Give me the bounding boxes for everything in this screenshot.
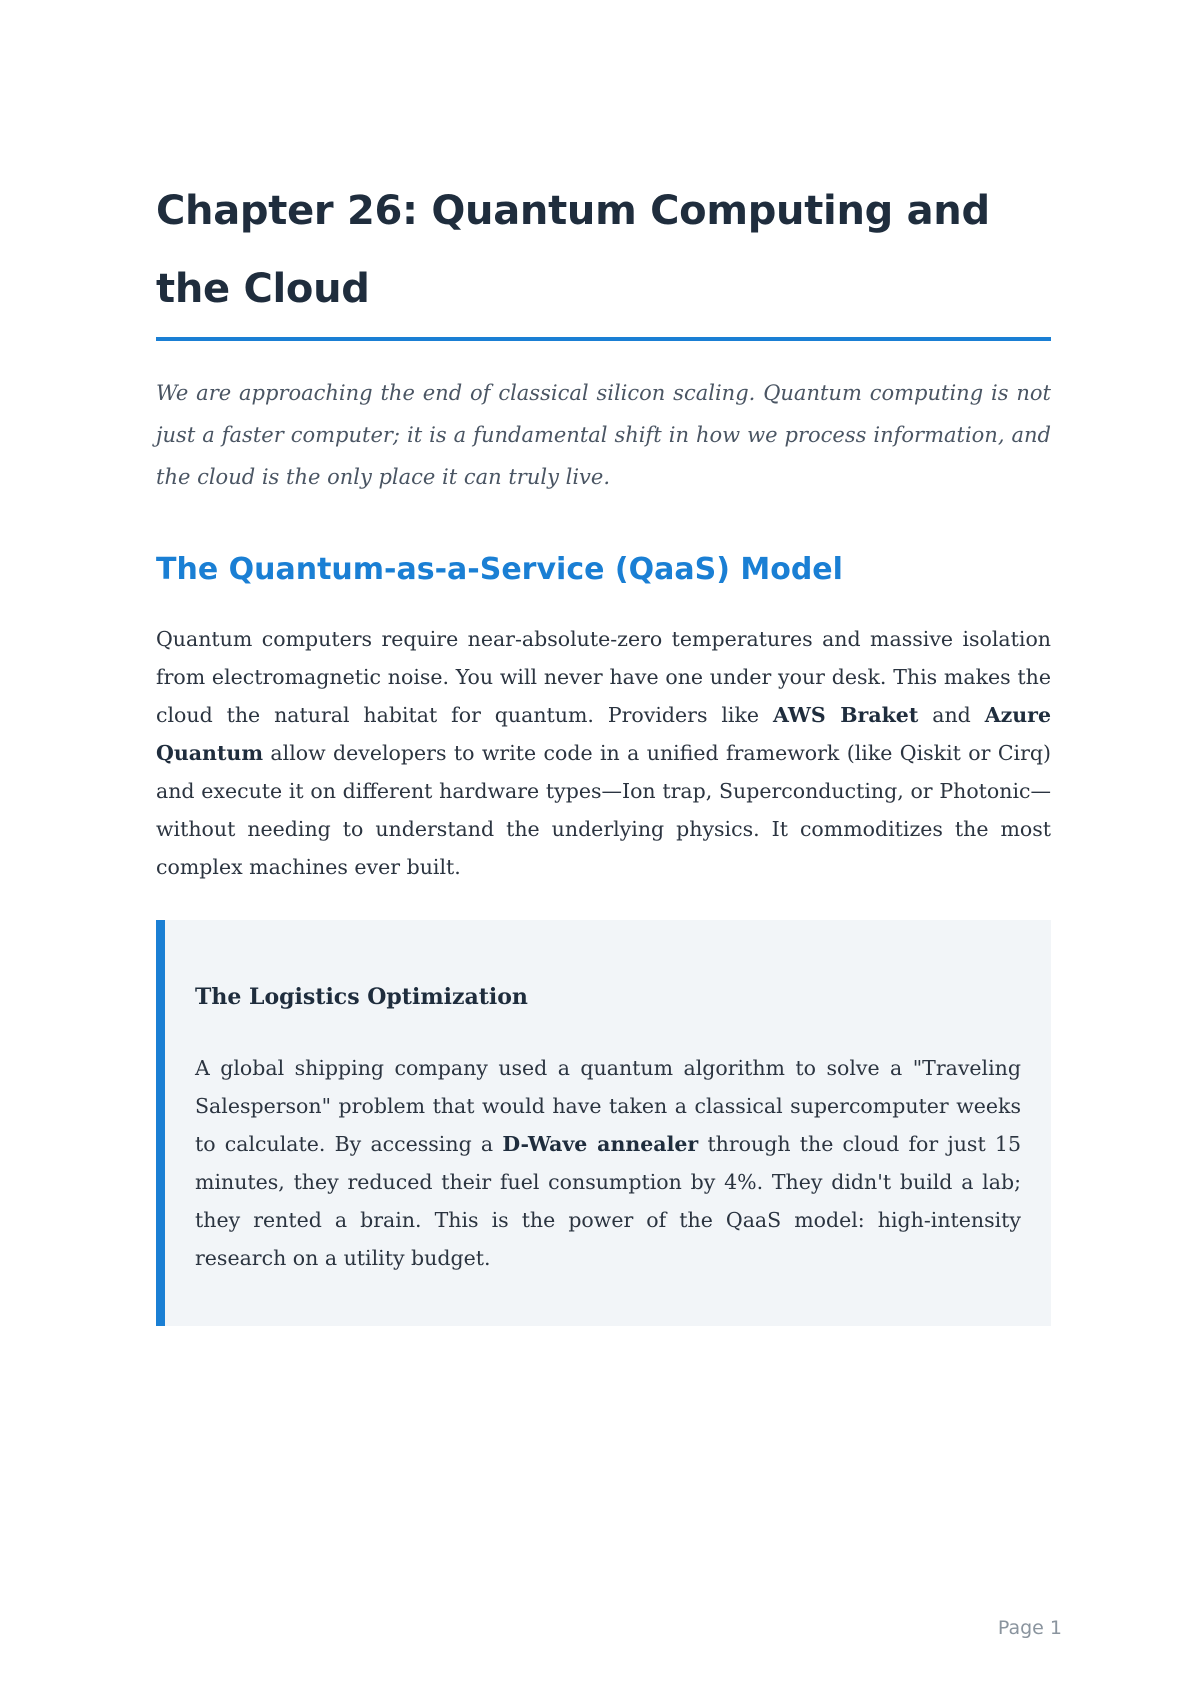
title-divider: [156, 337, 1051, 341]
callout-text-part1: A global shipping company used a quantum algorithm to solve a "Traveling Salesperson" problem that would have taken a classical supercomputer weeks to calculate. By accessing a: [195, 1056, 1021, 1156]
case-study-callout: [156, 920, 1051, 1326]
callout-body: [195, 1049, 1021, 1277]
chapter-title: Chapter 26: Quantum Computing and the Cloud: [156, 188, 990, 312]
section-text-part2: and: [918, 703, 985, 727]
page-number: Page 1: [997, 1617, 1062, 1639]
section-text-part3: allow developers to write code in a unified framework (like Qiskit or Cirq) and execute it on different hardware types—Ion trap, Superconducting, or Photonic—without needing to understand the underlying physics. It commoditizes the most complex machines ever built.: [156, 741, 1051, 879]
section-heading: The Quantum-as-a-Service (QaaS) Model: [156, 552, 843, 587]
provider-azure-quantum: Azure Quantum: [156, 703, 1051, 765]
callout-text-part2: through the cloud for just 15 minutes, they reduced their fuel consumption by 4%. They didn't build a lab; they rented a brain. This is the power of the QaaS model: high-intensity research on a utility budget.: [195, 1132, 1021, 1270]
callout-title: The Logistics Optimization: [195, 984, 528, 1010]
intro-paragraph: We are approaching the end of classical silicon scaling. Quantum computing is not just a faster computer; it is a fundamental shift in how we process information, and the cloud is the only place it can truly live.: [156, 381, 1051, 489]
section-text-part1: Quantum computers require near-absolute-zero temperatures and massive isolation from electromagnetic noise. You will never have one under your desk. This makes the cloud the natural habitat for quantum. Providers like: [156, 627, 1051, 727]
provider-aws-braket: AWS Braket: [772, 703, 919, 727]
callout-bold-dwave: D-Wave annealer: [502, 1132, 699, 1156]
section-paragraph: [156, 620, 1051, 886]
